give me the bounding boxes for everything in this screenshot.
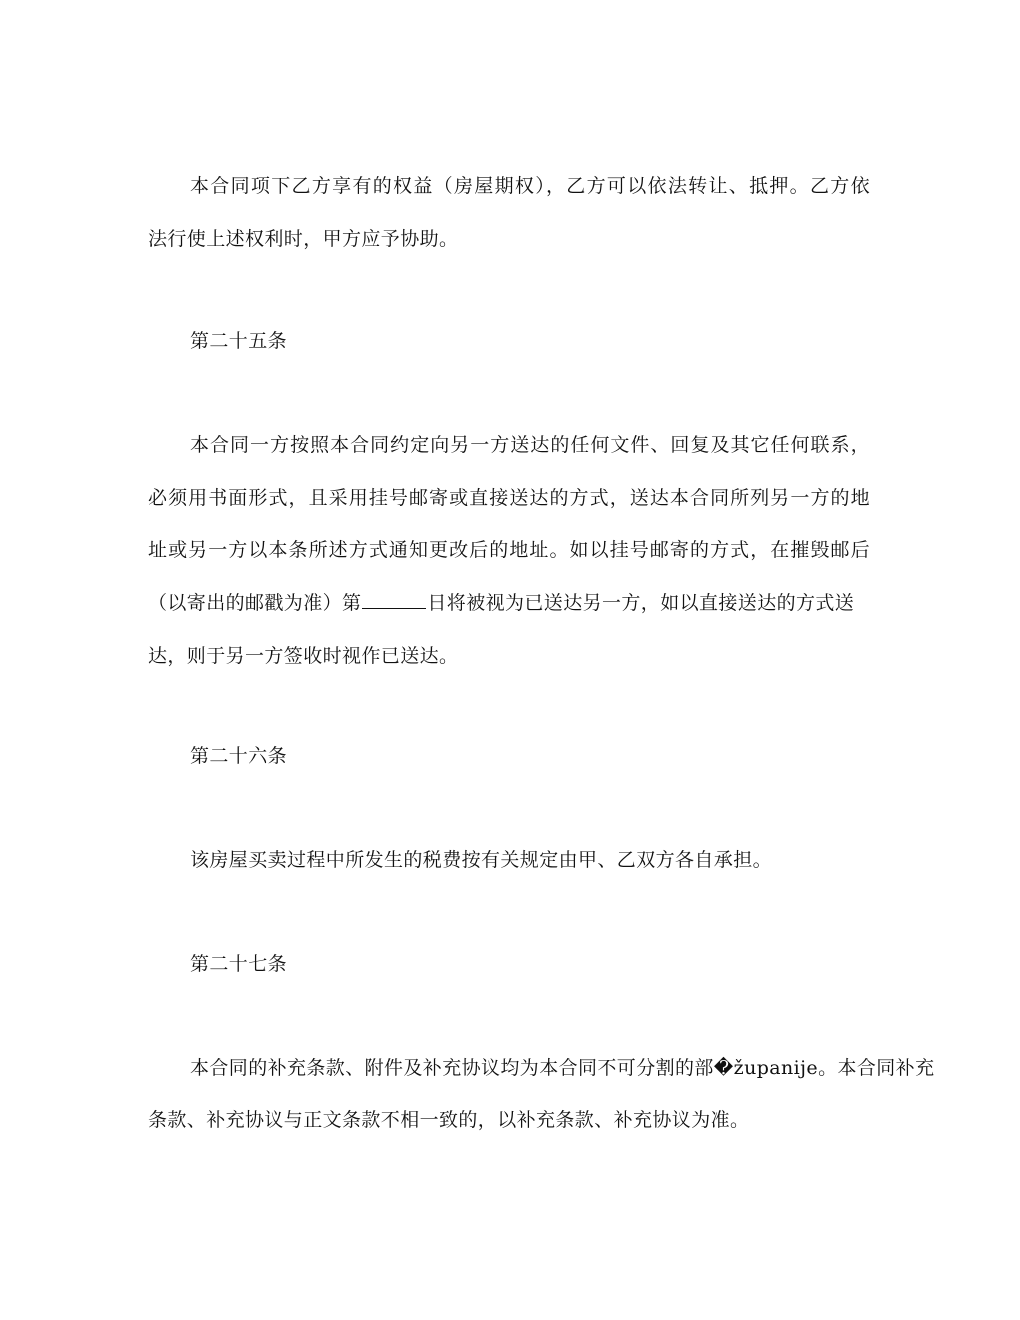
paragraph-line: 必须用书面形式，且采用挂号邮寄或直接送达的方式，送达本合同所列另一方的地 — [148, 487, 870, 509]
paragraph-line: 本合同的补充条款、附件及补充协议均为本合同不可分割的部�županije。本合同补充 — [190, 1057, 935, 1079]
paragraph-line: 本合同一方按照本合同约定向另一方送达的任何文件、回复及其它任何联系， — [190, 434, 870, 456]
paragraph-line: 本合同项下乙方享有的权益（房屋期权），乙方可以依法转让、抵押。乙方依 — [190, 175, 870, 197]
paragraph-line: 址或另一方以本条所述方式通知更改后的地址。如以挂号邮寄的方式，在摧毁邮后 — [148, 539, 870, 561]
paragraph-text: （以寄出的邮戳为准）第 — [148, 592, 362, 614]
fill-in-blank — [362, 590, 426, 609]
article-heading: 第二十六条 — [190, 745, 288, 767]
paragraph-text: 日将被视为已送达另一方，如以直接送达的方式送 — [427, 592, 855, 614]
paragraph-line-with-blank — [148, 590, 854, 616]
paragraph-line: 该房屋买卖过程中所发生的税费按有关规定由甲、乙双方各自承担。 — [190, 849, 773, 871]
paragraph-line: 法行使上述权利时，甲方应予协助。 — [148, 228, 459, 250]
paragraph-line: 达，则于另一方签收时视作已送达。 — [148, 645, 459, 667]
paragraph-line: 条款、补充协议与正文条款不相一致的，以补充条款、补充协议为准。 — [148, 1109, 750, 1131]
article-heading: 第二十五条 — [190, 330, 288, 352]
article-heading: 第二十七条 — [190, 953, 288, 975]
